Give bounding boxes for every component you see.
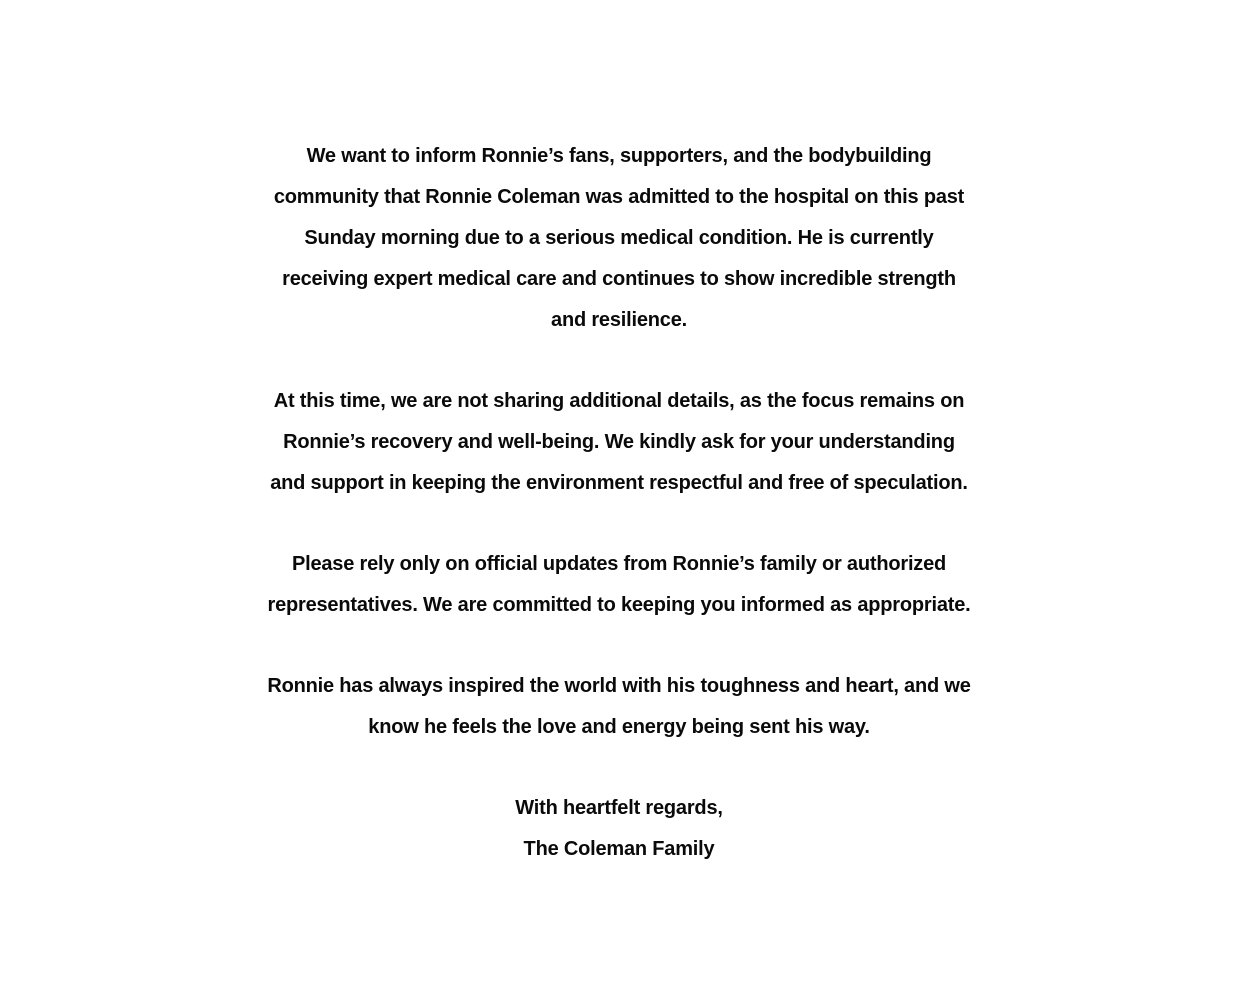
paragraph-line: Please rely only on official updates from Ronnie’s family or authorized — [291, 553, 947, 575]
paragraph-line: representatives. We are committed to keeping you informed as appropriate. — [267, 594, 971, 616]
signoff-block — [0, 788, 1238, 870]
paragraph-line: know he feels the love and energy being sent his way. — [368, 716, 870, 738]
statement-paragraph-4 — [0, 666, 1238, 748]
signature-line: The Coleman Family — [523, 838, 715, 860]
paragraph-line: community that Ronnie Coleman was admitted to the hospital on this past — [273, 186, 965, 208]
paragraph-line: Ronnie’s recovery and well-being. We kindly ask for your understanding — [283, 431, 955, 453]
paragraph-line: and support in keeping the environment respectful and free of speculation. — [270, 472, 968, 494]
statement-paragraph-1 — [0, 136, 1238, 341]
statement-paragraph-2 — [0, 381, 1238, 504]
paragraph-line: We want to inform Ronnie’s fans, supporters, and the bodybuilding — [306, 145, 932, 167]
paragraph-line: At this time, we are not sharing additional details, as the focus remains on — [273, 390, 965, 412]
paragraph-line: and resilience. — [551, 309, 687, 331]
family-statement — [0, 136, 1238, 870]
statement-paragraph-3 — [0, 544, 1238, 626]
paragraph-line: receiving expert medical care and continues to show incredible strength — [282, 268, 956, 290]
closing-line: With heartfelt regards, — [515, 797, 723, 819]
paragraph-line: Ronnie has always inspired the world with his toughness and heart, and we — [267, 675, 971, 697]
paragraph-line: Sunday morning due to a serious medical condition. He is currently — [304, 227, 934, 249]
